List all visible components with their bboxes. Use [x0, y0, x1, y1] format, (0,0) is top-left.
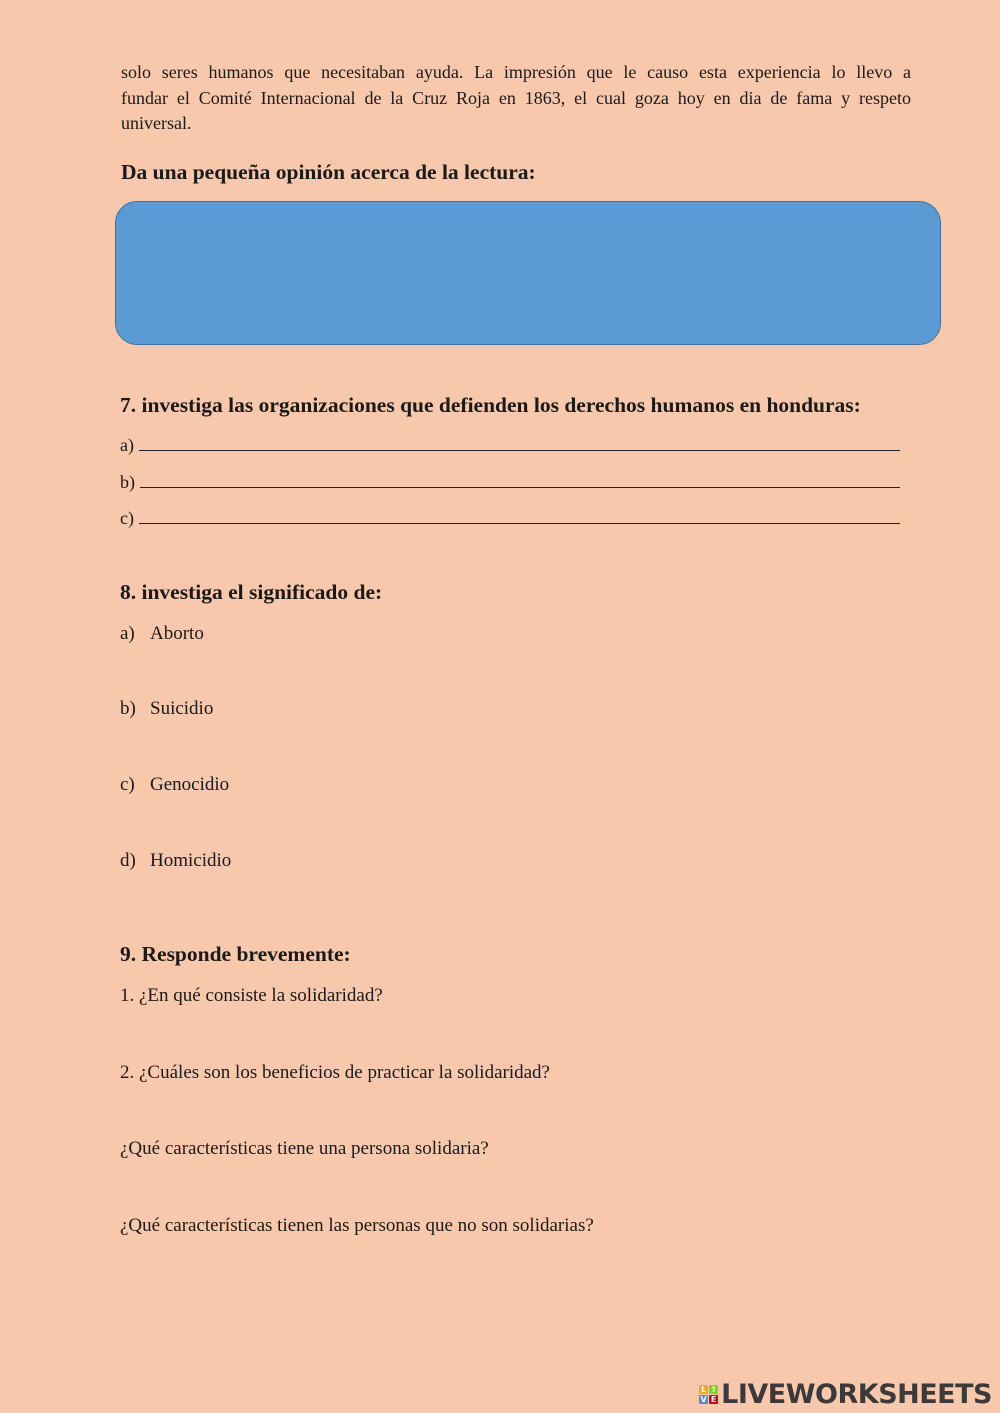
term-item-homicidio	[120, 850, 231, 872]
term-marker: c)	[120, 774, 135, 795]
section-9-heading: 9. Responde brevemente:	[120, 942, 351, 966]
answer-blank[interactable]	[139, 436, 900, 451]
question-4: ¿Qué características tienen las personas que no son solidarias?	[120, 1215, 594, 1236]
answer-blank[interactable]	[140, 473, 900, 488]
term-label: Aborto	[150, 623, 204, 644]
term-marker: b)	[120, 698, 136, 719]
term-label: Genocidio	[150, 774, 230, 795]
logo-letter: I	[709, 1385, 718, 1394]
intro-line-2: fundar el Comité Internacional de la Cruz Roja en 1863, el cual goza hoy en dia de fama y respeto	[121, 87, 911, 108]
opinion-answer-box[interactable]	[115, 201, 941, 345]
intro-line-1: solo seres humanos que necesitaban ayuda. La impresión que le causo esta experiencia lo llevo a	[121, 62, 911, 82]
section-8-heading: 8. investiga el significado de:	[120, 580, 383, 604]
opinion-heading: Da una pequeña opinión acerca de la lectura:	[121, 160, 536, 184]
question-1: 1. ¿En qué consiste la solidaridad?	[120, 985, 383, 1006]
term-item-aborto	[120, 623, 204, 645]
term-marker: d)	[120, 850, 136, 871]
question-2: 2. ¿Cuáles son los beneficios de practicar la solidaridad?	[120, 1062, 550, 1083]
answer-line-marker: a)	[120, 435, 134, 455]
liveworksheets-logo	[699, 1379, 992, 1409]
intro-paragraph	[121, 60, 921, 137]
answer-line-a[interactable]	[120, 435, 900, 456]
answer-line-b[interactable]	[120, 472, 900, 493]
term-item-genocidio	[120, 774, 229, 796]
term-label: Suicidio	[150, 698, 214, 719]
term-label: Homicidio	[150, 850, 232, 871]
logo-letter: E	[710, 1394, 717, 1404]
question-3: ¿Qué características tiene una persona solidaria?	[120, 1138, 489, 1159]
answer-line-c[interactable]	[120, 508, 900, 529]
logo-letter: V	[700, 1394, 707, 1404]
logo-mark-icon	[699, 1385, 718, 1404]
logo-letter: L	[701, 1384, 707, 1394]
answer-blank[interactable]	[139, 509, 900, 524]
intro-line-3: universal.	[121, 113, 192, 133]
term-item-suicidio	[120, 698, 213, 720]
answer-line-marker: c)	[120, 508, 134, 528]
term-marker: a)	[120, 623, 135, 644]
logo-text: LIVEWORKSHEETS	[721, 1378, 992, 1410]
section-7-heading: 7. investiga las organizaciones que defienden los derechos humanos en honduras:	[120, 393, 861, 417]
answer-line-marker: b)	[120, 472, 135, 492]
